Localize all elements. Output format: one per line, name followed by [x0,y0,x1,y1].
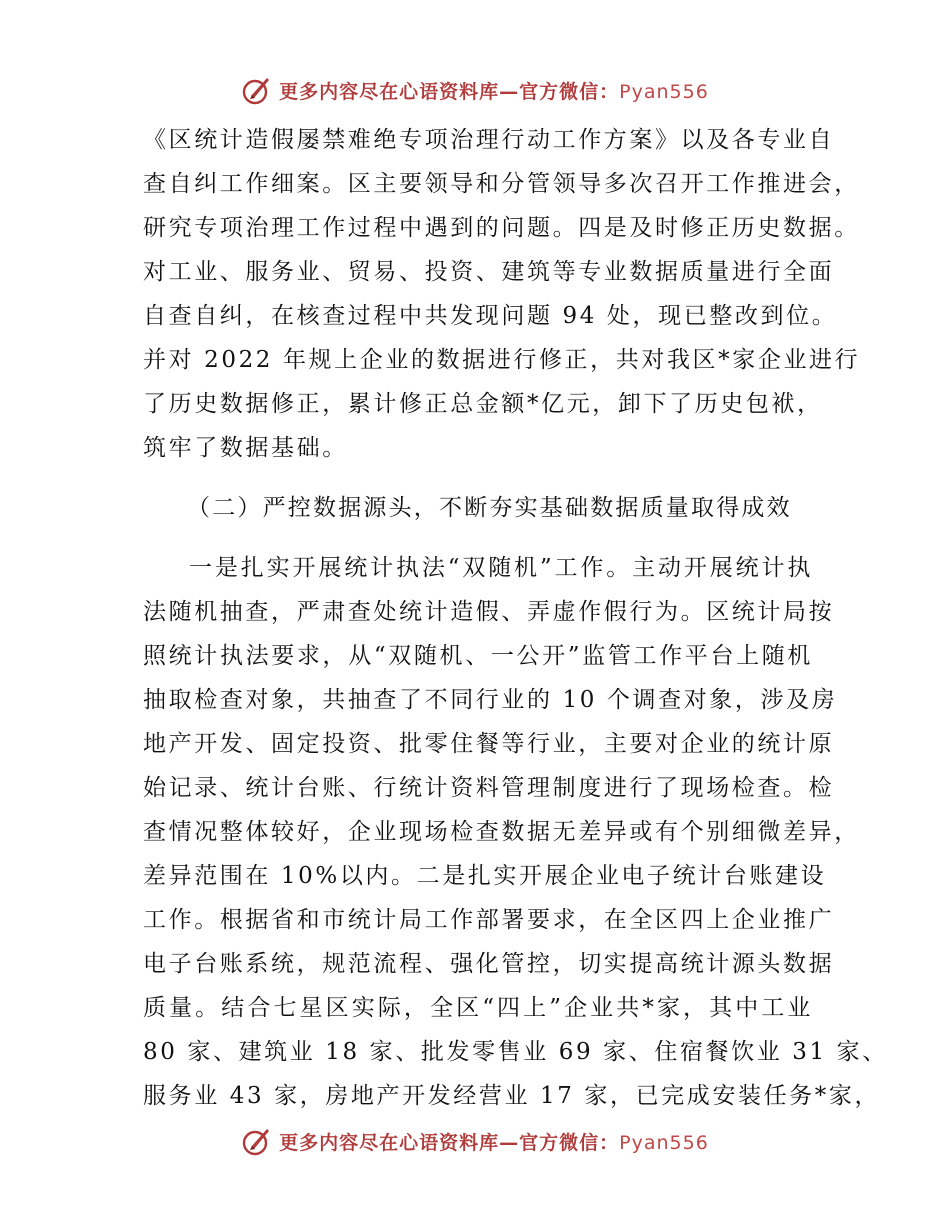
text-line: 对工业、服务业、贸易、投资、建筑等专业数据质量进行全面 [143,259,835,285]
text-line: 法随机抽查，严肃查处统计造假、弄虚作假行为。区统计局按 [143,599,835,625]
quill-logo-icon [241,74,273,106]
text-line: 地产开发、固定投资、批零住餐等行业，主要对企业的统计原 [143,731,835,757]
text-line: 筑牢了数据基础。 [143,435,348,461]
watermark-text: 更多内容尽在心语资料库—官方微信：Pyan556 [279,80,709,103]
text-line: 始记录、统计台账、行统计资料管理制度进行了现场检查。检 [143,775,835,801]
text-line: 《区统计造假屡禁难绝专项治理行动工作方案》以及各专业自 [143,127,835,153]
quill-logo-icon [241,1125,273,1157]
text-line: 差异范围在 10%以内。二是扎实开展企业电子统计台账建设 [143,863,827,889]
text-line: 查情况整体较好，企业现场检查数据无差异或有个别细微差异， [143,819,860,845]
text-line: 并对 2022 年规上企业的数据进行修正，共对我区*家企业进行 [143,347,861,373]
text-line: 服务业 43 家，房地产开发经营业 17 家，已完成安装任务*家， [143,1083,881,1109]
paragraph-1 [143,118,861,470]
text-line: 电子台账系统，规范流程、强化管控，切实提高统计源头数据 [143,951,835,977]
text-line: 80 家、建筑业 18 家、批发零售业 69 家、住宿餐饮业 31 家、 [143,1039,888,1065]
footer-watermark [0,1125,950,1157]
text-line: 质量。结合七星区实际，全区“四上”企业共*家，其中工业 [143,995,813,1021]
paragraph-2 [143,546,888,1118]
document-body [143,118,888,1118]
text-line: 一是扎实开展统计执法“双随机”工作。主动开展统计执 [189,555,813,581]
text-line: 抽取检查对象，共抽查了不同行业的 10 个调查对象，涉及房 [143,687,838,713]
text-line: 了历史数据修正，累计修正总金额*亿元，卸下了历史包袱， [143,391,823,417]
text-line: 照统计执法要求，从“双随机、一公开”监管工作平台上随机 [143,643,813,669]
watermark-text: 更多内容尽在心语资料库—官方微信：Pyan556 [279,1131,709,1154]
text-line: 查自纠工作细案。区主要领导和分管领导多次召开工作推进会， [143,171,860,197]
text-line: 研究专项治理工作过程中遇到的问题。四是及时修正历史数据。 [143,215,860,241]
text-line: 自查自纠，在核查过程中共发现问题 94 处，现已整改到位。 [143,303,838,329]
section-heading: （二）严控数据源头，不断夯实基础数据质量取得成效 [187,495,792,521]
text-line: 工作。根据省和市统计局工作部署要求，在全区四上企业推广 [143,907,835,933]
header-watermark [0,74,950,106]
